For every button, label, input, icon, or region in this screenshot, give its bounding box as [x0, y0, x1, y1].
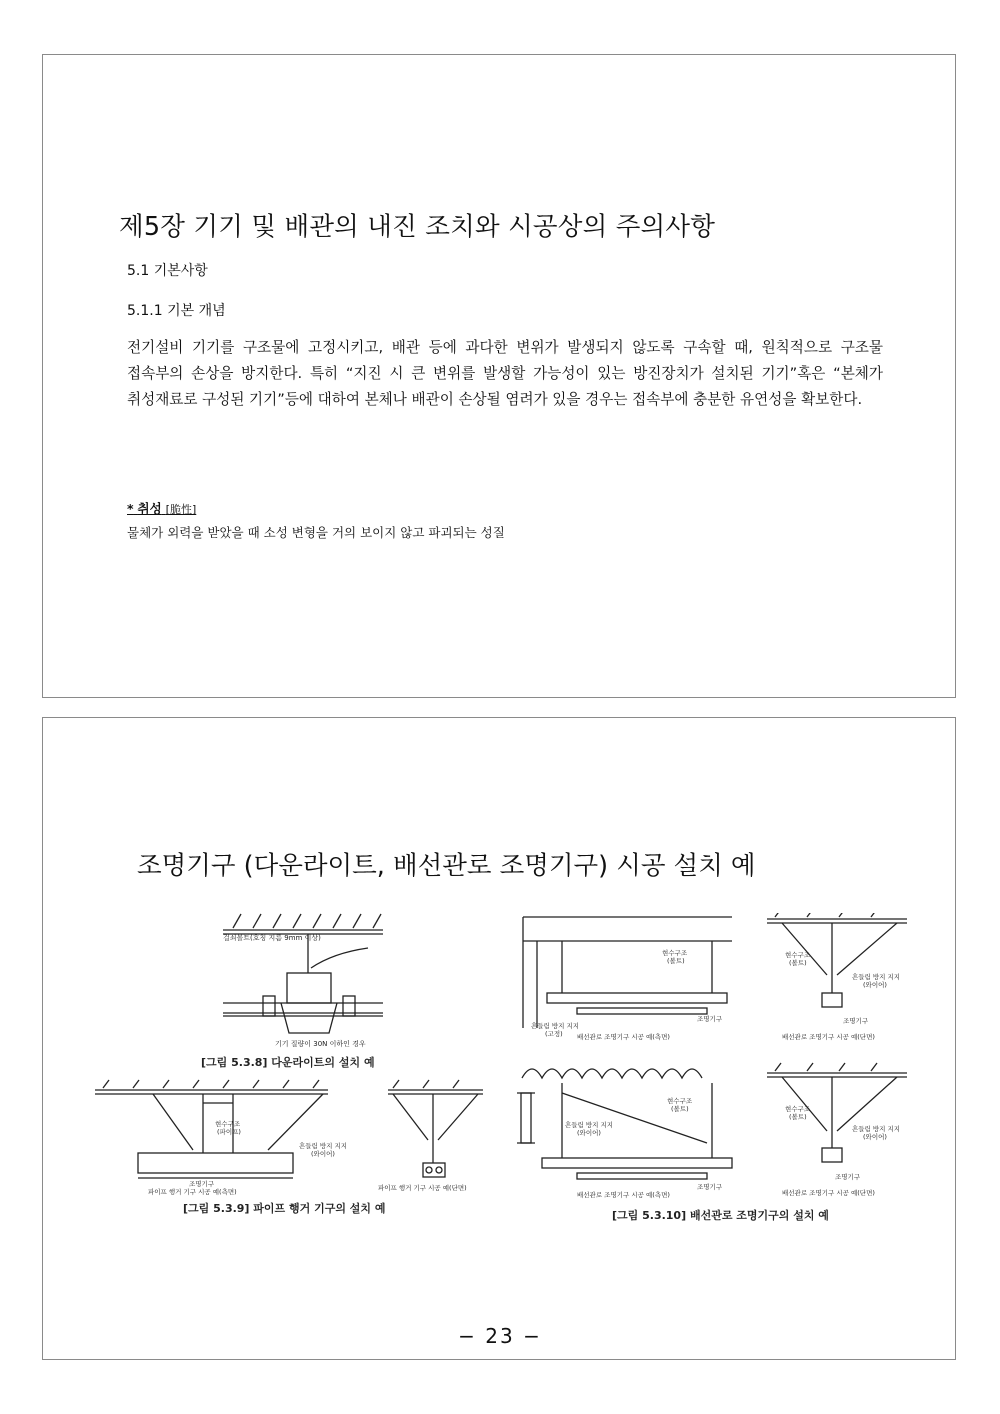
figure-caption-539: [그림 5.3.9] 파이프 행거 기구의 설치 예	[183, 1202, 386, 1215]
sway-wire-label-b: (와이어)	[863, 981, 887, 989]
sway-fixed-label-b: (고정)	[545, 1030, 563, 1038]
hanger-label-a-4: 현수구조	[785, 1105, 811, 1113]
fixture-label-1: 조명기구	[697, 1015, 723, 1023]
side-view-label-2: 배선관로 조명기구 시공 예(측면)	[577, 1191, 670, 1199]
ceiling-hatch	[233, 914, 381, 928]
figure-caption-538: [그림 5.3.8] 다운라이트의 설치 예	[201, 1056, 375, 1069]
subsection-heading: 5.1.1 기본 개념	[127, 303, 226, 319]
fixture-label-2: 조명기구	[843, 1017, 869, 1025]
side-view-label: 파이프 행거 기구 시공 예(측면)	[148, 1188, 237, 1196]
hanger-label-a-2: 현수구조	[785, 951, 811, 959]
figure-pipe-hanger	[93, 1078, 493, 1218]
figure-downlight	[193, 908, 503, 1078]
hanger-label-b-3: (볼트)	[671, 1105, 689, 1113]
hanger-label-a: 현수구조	[662, 949, 688, 957]
ceiling-hatch	[103, 1080, 319, 1088]
hanger-label-a: 현수구조	[215, 1120, 241, 1128]
sway-wire-label-a-2: 흔들림 방지 지지	[565, 1121, 614, 1129]
page-number: − 23 −	[458, 1324, 542, 1348]
fixture-label: 조명기구	[189, 1180, 215, 1188]
side-view-label-1: 배선관로 조명기구 시공 예(측면)	[577, 1033, 670, 1041]
sway-label-a: 흔들림 방지 지지	[299, 1142, 348, 1150]
sway-wire-label-a: 흔들림 방지 지지	[852, 973, 901, 981]
bolt-label: 걸쇠볼트(호칭 지름 9mm 이상)	[223, 934, 321, 942]
sway-wire-label-b-2: (와이어)	[577, 1129, 601, 1137]
hanger-label-b-2: (볼트)	[789, 959, 807, 967]
section-heading: 5.1 기본사항	[127, 263, 208, 279]
sway-wire-label-b-3: (와이어)	[863, 1133, 887, 1141]
fixture-label-4: 조명기구	[835, 1173, 861, 1181]
sway-wire-label-a-3: 흔들림 방지 지지	[852, 1125, 901, 1133]
slide-2	[42, 717, 956, 1360]
figure-wiring-duct	[517, 913, 917, 1228]
weight-label: 기기 질량이 30N 이하인 경우	[275, 1040, 366, 1048]
figure-caption-5310: [그림 5.3.10] 배선관로 조명기구의 설치 예	[612, 1209, 829, 1222]
chapter-title: 제5장 기기 및 배관의 내진 조치와 시공상의 주의사항	[119, 212, 716, 242]
section-view-label: 파이프 행거 기구 시공 예(단면)	[378, 1184, 467, 1192]
note-hanja: [脆性]	[165, 503, 197, 516]
slide-title: 조명기구 (다운라이트, 배선관로 조명기구) 시공 설치 예	[137, 851, 756, 881]
hanger-label-b: (파이프)	[217, 1128, 241, 1136]
hanger-label-a-3: 현수구조	[667, 1097, 693, 1105]
hanger-label-b-4: (볼트)	[789, 1113, 807, 1121]
sway-label-b: (와이어)	[311, 1150, 335, 1158]
section-view-label-2: 배선관로 조명기구 시공 예(단면)	[782, 1189, 875, 1197]
note-term-word: 취성	[137, 501, 162, 516]
sway-fixed-label-a: 흔들림 방지 지지	[531, 1022, 580, 1030]
note-term	[127, 499, 196, 517]
note-definition: 물체가 외력을 받았을 때 소성 변형을 거의 보이지 않고 파괴되는 성질	[127, 525, 505, 540]
hanger-label-b: (볼트)	[667, 957, 685, 965]
note-marker: *	[127, 501, 134, 516]
section-view-label-1: 배선관로 조명기구 시공 예(단면)	[782, 1033, 875, 1041]
fixture-label-3: 조명기구	[697, 1183, 723, 1191]
slide-1	[42, 54, 956, 698]
body-paragraph: 전기설비 기기를 구조물에 고정시키고, 배관 등에 과다한 변위가 발생되지 않도록 구속할 때, 원칙적으로 구조물 접속부의 손상을 방지한다. 특히 “지진 시 큰 변위를 발생할 가능성이 있는 방진장치가 설치된 기기”혹은 “본체가 취성재료로 구성된 기기”등에 대하여 본체나 배관이 손상될 염려가 있을 경우는 접속부에 충분한 유연성을 확보한다.	[127, 339, 883, 408]
